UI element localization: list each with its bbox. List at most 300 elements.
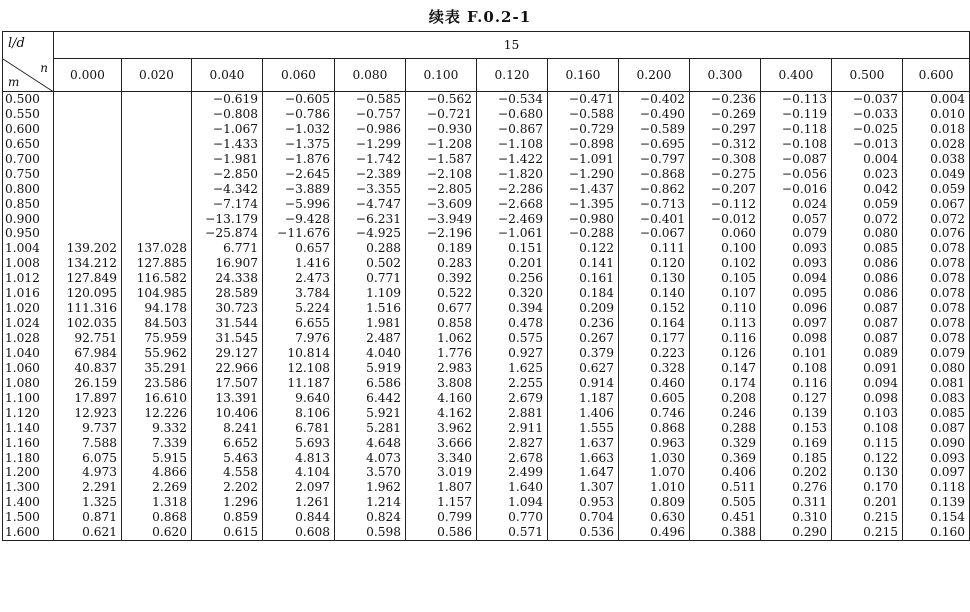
table-cell: 0.608	[295, 525, 330, 540]
coefficient-table	[2, 31, 970, 541]
m-value: 1.200	[5, 465, 40, 480]
table-cell: 0.094	[792, 271, 827, 286]
table-cell: 2.983	[437, 360, 472, 375]
table-cell: 0.236	[579, 316, 614, 331]
table-cell: 16.610	[144, 390, 187, 405]
value-column-7	[548, 92, 619, 541]
table-cell: 0.161	[579, 271, 614, 286]
table-cell: −0.986	[355, 121, 401, 136]
table-cell: 0.927	[508, 345, 543, 360]
table-cell: −0.588	[568, 106, 614, 121]
table-cell: 5.224	[295, 301, 330, 316]
table-cell: 0.086	[863, 271, 898, 286]
table-cell: 4.648	[366, 435, 401, 450]
table-cell: −1.587	[426, 151, 472, 166]
table-cell: 1.807	[437, 480, 472, 495]
table-cell: 6.781	[295, 420, 330, 435]
m-value: 1.040	[5, 345, 40, 360]
table-cell: −0.721	[426, 106, 472, 121]
table-cell: 30.723	[215, 301, 258, 316]
table-cell: −2.108	[426, 166, 472, 181]
ld-label: l/d	[8, 36, 25, 51]
table-cell: 0.160	[930, 525, 966, 540]
table-cell: 2.202	[223, 480, 258, 495]
table-cell: 0.379	[579, 345, 614, 360]
table-cell: 29.127	[215, 345, 258, 360]
table-cell: −0.401	[639, 211, 685, 226]
table-cell: 0.086	[863, 256, 898, 271]
table-cell: −0.862	[639, 181, 685, 196]
table-cell: −2.469	[497, 211, 543, 226]
table-cell	[54, 122, 121, 137]
table-cell: 134.212	[66, 256, 117, 271]
table-cell: 94.178	[144, 301, 187, 316]
table-cell: 0.087	[863, 301, 898, 316]
table-cell: −0.113	[781, 92, 827, 106]
table-cell: 0.086	[863, 286, 898, 301]
table-cell: −0.471	[568, 92, 614, 106]
table-cell: 0.090	[930, 435, 966, 450]
table-cell: 13.391	[215, 390, 258, 405]
table-cell: 0.571	[508, 525, 543, 540]
table-cell: 0.059	[930, 181, 966, 196]
table-cell: 0.223	[650, 345, 685, 360]
table-cell: 0.174	[721, 375, 756, 390]
table-cell: 0.057	[792, 211, 827, 226]
m-value: 1.008	[5, 256, 40, 271]
table-cell: 0.522	[437, 286, 472, 301]
table-cell: 4.866	[152, 465, 187, 480]
table-cell: 0.276	[792, 480, 827, 495]
m-value: 1.024	[5, 316, 40, 331]
table-cell: 0.097	[930, 465, 966, 480]
table-cell: 9.737	[82, 420, 117, 435]
table-cell: −0.112	[710, 196, 756, 211]
m-value: 1.600	[5, 525, 40, 540]
table-cell: 12.923	[74, 405, 117, 420]
table-cell: 0.169	[792, 435, 827, 450]
table-cell: −25.874	[205, 226, 258, 241]
table-cell: 0.868	[152, 510, 187, 525]
table-cell: 0.122	[863, 450, 898, 465]
table-cell	[122, 197, 191, 212]
table-cell: 1.296	[223, 495, 258, 510]
table-cell: 2.473	[295, 271, 330, 286]
table-cell: 0.098	[792, 331, 827, 345]
table-cell: −0.119	[781, 106, 827, 121]
table-cell: 0.081	[930, 375, 966, 390]
table-cell: 0.089	[863, 345, 898, 360]
table-cell: 0.256	[508, 271, 543, 286]
table-cell: 0.598	[366, 525, 401, 540]
table-cell: 0.116	[721, 331, 756, 345]
table-cell: 0.871	[82, 510, 117, 525]
table-cell: 0.215	[863, 525, 898, 540]
table-cell: −1.433	[212, 136, 258, 151]
table-cell: 0.621	[82, 525, 117, 540]
table-cell: 0.130	[863, 465, 898, 480]
table-cell: 0.004	[863, 151, 898, 166]
table-cell: 0.170	[863, 480, 898, 495]
table-cell: 0.093	[930, 450, 966, 465]
table-cell: 0.080	[930, 360, 966, 375]
table-cell: 2.881	[508, 405, 543, 420]
table-cell: −2.668	[497, 196, 543, 211]
table-cell: 0.147	[721, 360, 756, 375]
table-cell: −0.297	[710, 121, 756, 136]
table-cell: 6.652	[223, 435, 258, 450]
table-cell: 5.281	[366, 420, 401, 435]
table-cell	[122, 167, 191, 182]
table-cell: 0.085	[930, 405, 966, 420]
m-label: m	[8, 75, 20, 89]
table-cell: −0.797	[639, 151, 685, 166]
table-cell: 0.024	[792, 196, 827, 211]
table-cell: 1.962	[366, 480, 401, 495]
n-header-5: 0.100	[406, 59, 477, 92]
table-cell: 1.555	[579, 420, 614, 435]
table-cell: 0.189	[437, 241, 472, 256]
table-cell: 7.339	[152, 435, 187, 450]
m-value: 0.700	[5, 151, 40, 166]
table-cell: 0.072	[863, 211, 898, 226]
table-cell	[54, 197, 121, 212]
table-cell: −6.231	[355, 211, 401, 226]
table-cell: −0.308	[710, 151, 756, 166]
table-cell: 6.075	[82, 450, 117, 465]
table-cell: 8.241	[223, 420, 258, 435]
n-header-11: 0.500	[832, 59, 903, 92]
m-value: 1.028	[5, 331, 40, 345]
table-cell: −1.067	[212, 121, 258, 136]
table-cell: −0.619	[212, 92, 258, 106]
table-cell: −1.108	[497, 136, 543, 151]
table-cell: 0.098	[863, 390, 898, 405]
table-cell: 0.575	[508, 331, 543, 345]
table-cell: 0.914	[579, 375, 614, 390]
table-cell: 2.911	[508, 420, 543, 435]
table-cell: −0.236	[710, 92, 756, 106]
table-cell: −0.087	[781, 151, 827, 166]
table-cell: 0.078	[930, 286, 966, 301]
table-cell: 92.751	[74, 331, 117, 345]
table-cell: 12.108	[287, 360, 330, 375]
table-cell: −1.876	[284, 151, 330, 166]
table-cell: 0.110	[721, 301, 756, 316]
n-label: n	[40, 60, 48, 75]
table-cell: 5.463	[223, 450, 258, 465]
table-cell	[54, 167, 121, 182]
table-cell: 0.746	[650, 405, 685, 420]
table-cell: 0.083	[930, 390, 966, 405]
table-cell: −0.016	[781, 181, 827, 196]
table-cell: −0.786	[284, 106, 330, 121]
m-value: 0.900	[5, 211, 40, 226]
table-cell: 5.919	[366, 360, 401, 375]
table-cell: 0.657	[295, 241, 330, 256]
table-cell: 1.062	[437, 331, 472, 345]
table-cell: 0.122	[579, 241, 614, 256]
table-cell: 4.973	[82, 465, 117, 480]
table-cell: 1.981	[366, 316, 401, 331]
table-cell: −3.355	[355, 181, 401, 196]
m-value: 1.060	[5, 360, 40, 375]
table-cell: 0.078	[930, 331, 966, 345]
table-cell: 1.318	[152, 495, 187, 510]
m-value: 1.400	[5, 495, 40, 510]
table-cell: 0.042	[863, 181, 898, 196]
m-value: 1.080	[5, 375, 40, 390]
table-cell: 0.283	[437, 256, 472, 271]
table-cell	[122, 137, 191, 152]
table-cell: 1.010	[650, 480, 685, 495]
table-cell: −1.422	[497, 151, 543, 166]
table-cell: 0.126	[721, 345, 756, 360]
table-cell: 0.107	[721, 286, 756, 301]
table-cell: −2.850	[212, 166, 258, 181]
table-cell: 28.589	[215, 286, 258, 301]
table-cell: 0.824	[366, 510, 401, 525]
table-cell: −3.609	[426, 196, 472, 211]
table-cell: 0.460	[650, 375, 685, 390]
table-caption: 续表 F.0.2-1	[428, 8, 532, 26]
table-cell: 31.545	[215, 331, 258, 345]
table-cell: 1.406	[579, 405, 614, 420]
table-cell: 7.588	[82, 435, 117, 450]
table-cell: −1.375	[284, 136, 330, 151]
table-cell: −0.585	[355, 92, 401, 106]
table-cell: 0.094	[863, 375, 898, 390]
table-cell: 0.028	[930, 136, 966, 151]
table-cell: 17.507	[215, 375, 258, 390]
table-cell: 0.100	[721, 241, 756, 256]
table-cell: −13.179	[205, 211, 258, 226]
table-cell: 0.038	[930, 151, 966, 166]
value-column-0	[54, 92, 122, 541]
table-cell: 0.118	[930, 480, 966, 495]
table-cell: 0.139	[930, 495, 966, 510]
table-cell: 1.187	[579, 390, 614, 405]
n-header-6: 0.120	[477, 59, 548, 92]
table-cell: 55.962	[144, 345, 187, 360]
table-cell: 0.102	[721, 256, 756, 271]
table-cell: 2.097	[295, 480, 330, 495]
table-cell: 0.770	[508, 510, 543, 525]
table-cell: −1.032	[284, 121, 330, 136]
table-cell: 0.078	[930, 271, 966, 286]
table-cell: 0.267	[579, 331, 614, 345]
table-cell: 4.160	[437, 390, 472, 405]
table-cell: 0.392	[437, 271, 472, 286]
table-cell: 0.078	[930, 316, 966, 331]
table-cell: 4.040	[366, 345, 401, 360]
table-cell: −0.269	[710, 106, 756, 121]
table-cell: 0.080	[863, 226, 898, 241]
table-cell: 1.325	[82, 495, 117, 510]
table-cell: 0.097	[792, 316, 827, 331]
table-cell: 1.030	[650, 450, 685, 465]
table-cell: −1.091	[568, 151, 614, 166]
table-cell: −0.562	[426, 92, 472, 106]
table-cell: −0.025	[852, 121, 898, 136]
table-cell: −2.389	[355, 166, 401, 181]
table-cell: 9.640	[295, 390, 330, 405]
table-cell: −0.534	[497, 92, 543, 106]
table-cell: 1.157	[437, 495, 472, 510]
table-cell: 0.201	[508, 256, 543, 271]
table-cell: −9.428	[284, 211, 330, 226]
table-cell	[54, 137, 121, 152]
table-cell	[122, 226, 191, 241]
table-cell	[54, 226, 121, 241]
table-cell: 137.028	[136, 241, 187, 256]
table-cell: 1.663	[579, 450, 614, 465]
table-cell: 3.784	[295, 286, 330, 301]
table-cell: 11.187	[287, 375, 330, 390]
table-cell: 4.558	[223, 465, 258, 480]
n-header-9: 0.300	[690, 59, 761, 92]
table-cell: 0.096	[792, 301, 827, 316]
table-cell: 0.605	[650, 390, 685, 405]
table-cell: 5.921	[366, 405, 401, 420]
table-cell: 3.666	[437, 435, 472, 450]
n-header-0: 0.000	[54, 59, 122, 92]
table-cell: 0.079	[792, 226, 827, 241]
table-cell: 26.159	[74, 375, 117, 390]
m-value: 1.140	[5, 420, 40, 435]
table-cell	[122, 92, 191, 107]
table-cell: 0.079	[930, 345, 966, 360]
table-cell: 1.516	[366, 301, 401, 316]
table-cell: 0.018	[930, 121, 966, 136]
table-cell: −0.013	[852, 136, 898, 151]
table-cell: 0.620	[152, 525, 187, 540]
value-column-9	[690, 92, 761, 541]
table-cell: 0.369	[721, 450, 756, 465]
table-cell: 3.808	[437, 375, 472, 390]
table-cell: 4.813	[295, 450, 330, 465]
table-cell: −5.996	[284, 196, 330, 211]
table-cell: 0.394	[508, 301, 543, 316]
table-cell: 10.814	[287, 345, 330, 360]
m-value: 0.800	[5, 181, 40, 196]
m-value: 1.012	[5, 271, 40, 286]
n-header-2: 0.040	[192, 59, 263, 92]
table-cell: 102.035	[66, 316, 117, 331]
m-value: 1.120	[5, 405, 40, 420]
m-value: 0.650	[5, 136, 40, 151]
table-cell: 0.067	[930, 196, 966, 211]
table-cell: 0.091	[863, 360, 898, 375]
table-cell: −0.680	[497, 106, 543, 121]
table-cell: −1.395	[568, 196, 614, 211]
table-cell: 116.582	[136, 271, 187, 286]
table-cell: 0.095	[792, 286, 827, 301]
m-value: 1.100	[5, 390, 40, 405]
table-cell: 8.106	[295, 405, 330, 420]
table-cell: 84.503	[144, 316, 187, 331]
value-column-5	[406, 92, 477, 541]
table-cell: 127.849	[66, 271, 117, 286]
value-column-4	[335, 92, 406, 541]
table-cell: 0.799	[437, 510, 472, 525]
table-cell: 0.209	[579, 301, 614, 316]
table-cell: 23.586	[144, 375, 187, 390]
table-cell: 0.859	[223, 510, 258, 525]
table-cell: 0.511	[721, 480, 756, 495]
value-column-11	[832, 92, 903, 541]
table-cell: −0.312	[710, 136, 756, 151]
table-cell: 1.070	[650, 465, 685, 480]
table-cell: −1.299	[355, 136, 401, 151]
m-value: 0.850	[5, 196, 40, 211]
table-cell: −0.898	[568, 136, 614, 151]
table-cell: 0.116	[792, 375, 827, 390]
table-cell	[54, 107, 121, 122]
ld-label-cell	[3, 32, 54, 59]
table-cell: −4.925	[355, 226, 401, 241]
value-column-10	[761, 92, 832, 541]
table-cell: 12.226	[144, 405, 187, 420]
table-cell: 0.130	[650, 271, 685, 286]
value-column-12	[903, 92, 970, 541]
table-cell: −1.061	[497, 226, 543, 241]
table-cell: 9.332	[152, 420, 187, 435]
ld-value-cell	[54, 32, 970, 59]
m-value: 1.180	[5, 450, 40, 465]
table-cell: 0.809	[650, 495, 685, 510]
table-cell: 0.320	[508, 286, 543, 301]
table-cell: 0.328	[650, 360, 685, 375]
table-cell: 0.202	[792, 465, 827, 480]
table-cell: 0.059	[863, 196, 898, 211]
table-cell: 5.915	[152, 450, 187, 465]
table-cell: 0.502	[366, 256, 401, 271]
table-cell: 0.085	[863, 241, 898, 256]
table-cell: 0.108	[863, 420, 898, 435]
table-cell: 0.311	[792, 495, 827, 510]
table-cell: −0.930	[426, 121, 472, 136]
table-cell: 2.291	[82, 480, 117, 495]
n-header-8: 0.200	[619, 59, 690, 92]
table-cell: −0.118	[781, 121, 827, 136]
m-value: 1.160	[5, 435, 40, 450]
table-cell: 0.586	[437, 525, 472, 540]
m-column	[3, 92, 54, 541]
m-value: 1.020	[5, 301, 40, 316]
table-cell: −3.949	[426, 211, 472, 226]
n-header-4: 0.080	[335, 59, 406, 92]
table-cell: 0.078	[930, 241, 966, 256]
table-cell: 67.984	[74, 345, 117, 360]
table-cell: 0.103	[863, 405, 898, 420]
table-cell: −0.808	[212, 106, 258, 121]
table-cell: 0.868	[650, 420, 685, 435]
table-cell: 0.108	[792, 360, 827, 375]
table-cell: 0.010	[930, 106, 966, 121]
table-cell: 0.127	[792, 390, 827, 405]
m-value: 0.550	[5, 106, 40, 121]
table-cell: 0.113	[721, 316, 756, 331]
table-cell: −1.290	[568, 166, 614, 181]
table-cell: 0.844	[295, 510, 330, 525]
table-cell: −0.108	[781, 136, 827, 151]
table-cell: 0.177	[650, 331, 685, 345]
table-cell: 0.858	[437, 316, 472, 331]
table-cell: 2.487	[366, 331, 401, 345]
table-cell: 0.152	[650, 301, 685, 316]
table-cell: 0.451	[721, 510, 756, 525]
